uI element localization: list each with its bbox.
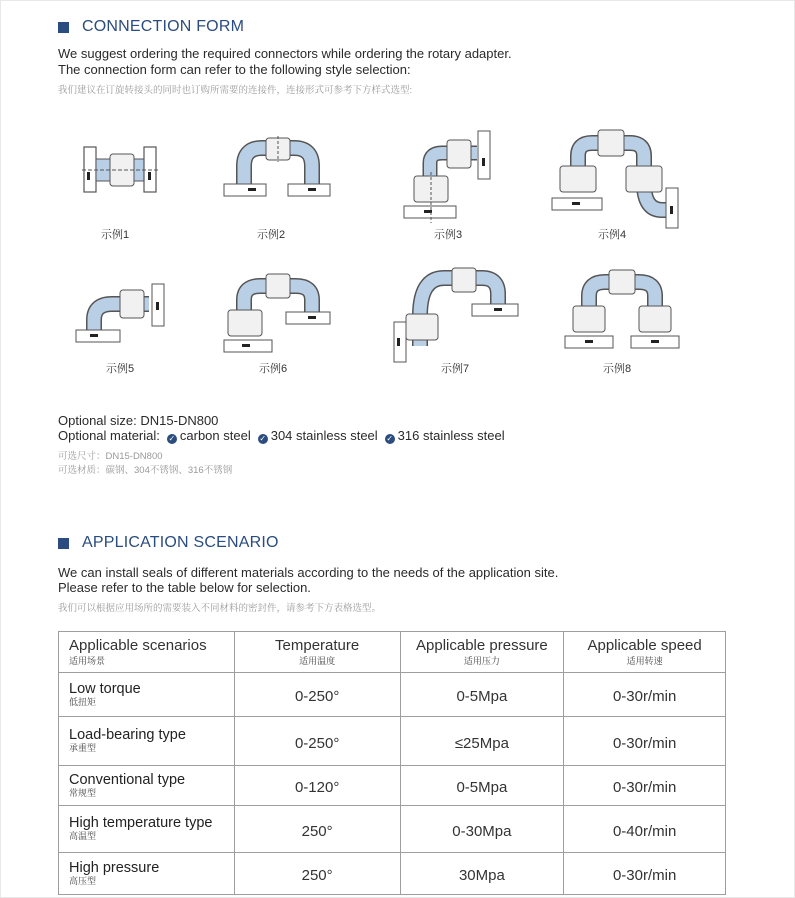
cell-pressure: 0-30Mpa — [400, 806, 564, 853]
cell-speed: 0-30r/min — [564, 673, 726, 717]
row-label — [59, 766, 235, 806]
header-cn: 适用转速 — [626, 656, 663, 666]
header-scenarios — [59, 632, 235, 673]
example-4-label: 示例4 — [598, 229, 627, 241]
example-8-diagram — [563, 268, 681, 353]
example-2-label: 示例2 — [257, 229, 286, 241]
optional-size: Optional size: DN15-DN800 — [58, 413, 219, 428]
application-desc-en-1: We can install seals of different materials according to the needs of the application site. — [58, 565, 559, 580]
material-carbon-steel: carbon steel — [179, 428, 251, 443]
check-icon: ✓ — [259, 434, 267, 443]
row-label — [59, 673, 235, 717]
cell-temperature: 250° — [234, 853, 400, 895]
cell-speed: 0-30r/min — [564, 717, 726, 766]
row-cn: 常规型 — [69, 787, 97, 798]
material-label: Optional material: — [58, 428, 160, 443]
example-1-label: 示例1 — [101, 229, 130, 241]
row-en: Low torque — [69, 680, 141, 697]
material-304: 304 stainless steel — [270, 428, 378, 443]
example-4-diagram — [550, 128, 682, 230]
header-en: Temperature — [275, 637, 360, 654]
row-cn: 承重型 — [69, 743, 97, 753]
example-8-label: 示例8 — [603, 363, 632, 375]
example-7-diagram — [392, 266, 522, 366]
example-3-label: 示例3 — [434, 229, 463, 241]
cell-speed: 0-40r/min — [564, 806, 726, 853]
table-row — [59, 806, 726, 853]
row-en: Conventional type — [69, 771, 186, 788]
table-header-row — [59, 632, 726, 673]
row-label — [59, 806, 235, 853]
header-en: Applicable speed — [587, 637, 702, 654]
header-cn: 适用温度 — [299, 656, 336, 666]
application-scenario-title: APPLICATION SCENARIO — [82, 534, 279, 551]
cell-pressure: 30Mpa — [400, 853, 564, 895]
connection-desc-en-1: We suggest ordering the required connectors while ordering the rotary adapter. — [58, 46, 512, 61]
header-temperature — [234, 632, 400, 673]
optional-material — [58, 428, 505, 444]
application-scenario-heading — [58, 534, 279, 552]
row-cn: 高温型 — [69, 831, 97, 841]
row-en: High temperature type — [69, 815, 213, 831]
header-cn: 适用压力 — [463, 656, 500, 666]
example-7-label: 示例7 — [441, 363, 470, 375]
row-label — [59, 853, 235, 895]
example-5-diagram — [74, 282, 174, 344]
connection-form-title: CONNECTION FORM — [82, 18, 245, 35]
example-6-diagram — [222, 272, 334, 357]
example-1-diagram — [82, 142, 162, 197]
cell-temperature: 0-250° — [234, 717, 400, 766]
header-speed — [564, 632, 726, 673]
cell-speed: 0-30r/min — [564, 766, 726, 806]
table-row — [59, 717, 726, 766]
header-en: Applicable pressure — [416, 637, 548, 654]
table-row — [59, 766, 726, 806]
cell-temperature: 0-120° — [234, 766, 400, 806]
row-cn: 低扭矩 — [69, 696, 97, 707]
cell-pressure: 0-5Mpa — [400, 673, 564, 717]
example-3-diagram — [402, 128, 497, 223]
heading-square-icon — [58, 538, 69, 549]
cell-speed: 0-30r/min — [564, 853, 726, 895]
check-icon: ✓ — [386, 434, 394, 443]
material-316: 316 stainless steel — [397, 428, 505, 443]
application-desc-en-2: Please refer to the table below for selection. — [58, 580, 311, 595]
optional-material-cn: 可选材质：碳钢、304不锈钢、316不锈钢 — [58, 465, 233, 476]
heading-square-icon — [58, 22, 69, 33]
check-icon: ✓ — [168, 434, 176, 443]
cell-pressure: 0-5Mpa — [400, 766, 564, 806]
row-en: Load-bearing type — [69, 727, 186, 743]
row-en: High pressure — [69, 859, 160, 876]
application-table — [58, 631, 726, 895]
connection-desc-en-2: The connection form can refer to the following style selection: — [58, 62, 411, 77]
row-cn: 高压型 — [69, 875, 97, 886]
optional-size-cn: 可选尺寸：DN15-DN800 — [58, 451, 163, 462]
connection-form-heading — [58, 18, 244, 36]
example-5-label: 示例5 — [106, 363, 135, 375]
cell-temperature: 250° — [234, 806, 400, 853]
example-6-label: 示例6 — [259, 363, 288, 375]
header-en: Applicable scenarios — [69, 637, 207, 654]
table-row — [59, 673, 726, 717]
table-row — [59, 853, 726, 895]
cell-pressure: ≤25Mpa — [400, 717, 564, 766]
cell-temperature: 0-250° — [234, 673, 400, 717]
header-cn: 适用场景 — [69, 656, 106, 666]
header-pressure — [400, 632, 564, 673]
example-2-diagram — [222, 136, 334, 201]
connection-desc-cn: 我们建议在订旋转接头的同时也订购所需要的连接件，连接形式可参考下方样式选型: — [58, 85, 413, 96]
row-label — [59, 717, 235, 766]
application-desc-cn: 我们可以根据应用场所的需要装入不同材料的密封件，请参考下方表格选型。 — [58, 603, 382, 614]
